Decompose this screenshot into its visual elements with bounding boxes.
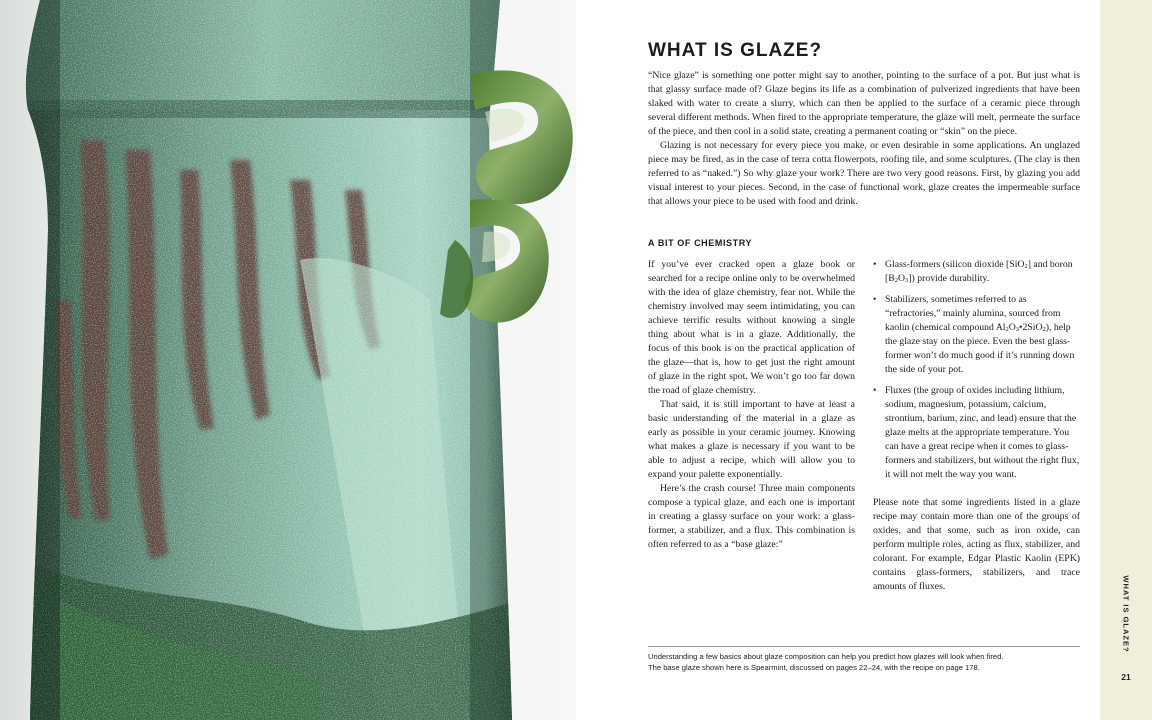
list-item-stabilizers: • Stabilizers, sometimes referred to as “refractories,” mainly alumina, sourced from kaolin (chemical compound $Al_2O_3•2SiO_2$), help the glaze stay on the piece. Even the best glass-former won’t do much good if it’s running down the side of your pot. xyxy=(873,294,1075,375)
right-column xyxy=(873,258,1080,594)
running-head: WHAT IS GLAZE? xyxy=(1121,575,1131,653)
photo-caption xyxy=(648,651,1088,673)
section-heading: A BIT OF CHEMISTRY xyxy=(648,238,753,248)
page-number: 21 xyxy=(1121,672,1131,682)
component-list xyxy=(873,258,1080,482)
bullet-icon: • xyxy=(873,294,877,305)
body-paragraph: If you’ve ever cracked open a glaze book or searched for a recipe online only to be overwhelmed with the idea of glaze chemistry, fear not. While the chemistry involved may seem intimidating, you can achieve terrific results without knowing a single thing about what is in a glaze. Additionally, the focus of this book is on the practical application of the glaze—that is, how to get just the right amount of glaze in the right spot. We won’t go too far down the road of glaze chemistry. xyxy=(648,259,855,396)
bullet-icon: • xyxy=(873,259,877,270)
note-paragraph: Please note that some ingredients listed in a glaze recipe may contain more than one of the groups of oxides, and that some, such as iron oxide, can perform multiple roles, acting as flux, stabilizer, and colorant. For example, Edgar Plastic Kaolin (EPK) contains glass-formers, stabilizers, and trace amounts of fluxes. xyxy=(873,497,1080,592)
list-item-glass-formers: • Glass-formers (silicon dioxide [SiO$_2$] and boron $[B_2O_3]$) provide durability. xyxy=(873,259,1073,284)
intro-paragraph: “Nice glaze” is something one potter might say to another, pointing to the surface of a pot. But just what is that glassy surface made of? Glaze begins its life as a combination of pulverized ingredients that have been slaked with water to create a slurry, which can then be applied to the surface of a ceramic piece through several different methods. When fired to the appropriate temperature, the glaze will melt, permeate the surface of the piece, and then cool in a solid state, creating a permanent coating or “skin” on the piece. xyxy=(648,70,1080,137)
body-paragraph: That said, it is still important to have at least a basic understanding of the material in a glaze as early as possible in your ceramic journey. Knowing what makes a glaze is necessary if you want to be able to adjust a recipe, which will allow you to expand your palette exponentially. xyxy=(648,399,855,480)
page-title: WHAT IS GLAZE? xyxy=(648,40,823,61)
caption-line: The base glaze shown here is Spearmint, discussed on pages 22–24, with the recipe on page 178. xyxy=(648,663,980,672)
list-item-fluxes: • Fluxes (the group of oxides including lithium, sodium, magnesium, potassium, calcium, strontium, barium, zinc, and lead) ensure that the glaze melts at the appropriate temperature. You can have a great recipe when it comes to glass-formers and stabilizers, but without the right flux, it will not melt the way you want. xyxy=(873,385,1080,480)
bullet-icon: • xyxy=(873,385,877,396)
intro-text xyxy=(648,69,1080,209)
caption-rule xyxy=(648,646,1080,647)
intro-paragraph: Glazing is not necessary for every piece you make, or even desirable in some applications. An unglazed piece may be fired, as in the case of terra cotta flowerpots, roofing tile, and some sculptures. (The clay is then referred to as “naked.”) So why glaze your work? There are two very good reasons. First, by glazing you add visual interest to your pieces. Second, in the case of functional work, glaze creates the impermeable surface that allows your piece to be used with food and drink. xyxy=(648,140,1080,207)
left-column xyxy=(648,258,855,552)
caption-line: Understanding a few basics about glaze composition can help you predict how glazes will look when fired. xyxy=(648,652,1004,661)
body-paragraph: Here’s the crash course! Three main components compose a typical glaze, and each one is important in creating a glassy surface on your work: a glass-former, a stabilizer, and a flux. This combination is often referred to as a “base glaze:” xyxy=(648,483,855,550)
